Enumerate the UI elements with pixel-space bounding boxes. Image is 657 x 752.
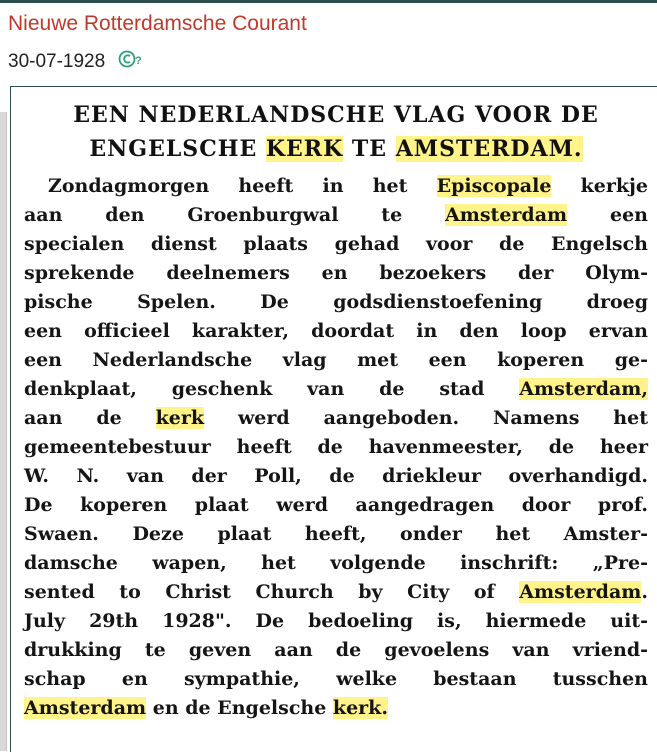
article-line bbox=[24, 636, 648, 665]
article-line bbox=[24, 578, 648, 607]
article-text-segment: W. N. van der Poll, de driekleur overhandigd. bbox=[24, 465, 648, 487]
date-line bbox=[8, 47, 142, 73]
svg-text:?: ? bbox=[135, 55, 143, 67]
clipping-fade bbox=[18, 741, 654, 751]
search-highlight: Amsterdam, bbox=[519, 378, 648, 400]
article-body bbox=[24, 172, 648, 723]
article-line bbox=[24, 549, 648, 578]
article-text-segment: damsche wapen, het volgende inschrift: „Pre- bbox=[24, 552, 648, 574]
article-line bbox=[24, 520, 648, 549]
article-line bbox=[24, 259, 648, 288]
article-text-segment: aan de bbox=[24, 407, 156, 429]
article-text-segment: July 29th 1928". De bedoeling is, hiermede uit- bbox=[24, 610, 648, 632]
article-text-segment: een Nederlandsche vlag met een koperen ge- bbox=[24, 349, 648, 371]
article-text-segment: specialen dienst plaats gehad voor de Engelsch bbox=[24, 233, 648, 255]
article-line bbox=[24, 201, 648, 230]
search-highlight: Episcopale bbox=[436, 175, 552, 197]
publication-date: 30-07-1928 bbox=[8, 51, 106, 72]
top-accent-bar bbox=[0, 0, 657, 3]
search-highlight: Amsterdam bbox=[24, 697, 147, 719]
article-text-segment: werd aangeboden. Namens het bbox=[204, 407, 648, 429]
article-clipping bbox=[18, 96, 654, 751]
article-text-segment: gemeentebestuur heeft de havenmeester, de heer bbox=[24, 436, 648, 458]
search-highlight: AMSTERDAM. bbox=[395, 136, 583, 162]
article-text-segment: aan den Groenburgwal te bbox=[24, 204, 446, 226]
headline-line-2: ENGELSCHE KERK TE AMSTERDAM. bbox=[89, 136, 583, 162]
article-text-segment: kerkje bbox=[551, 175, 648, 197]
search-highlight: kerk. bbox=[332, 697, 388, 719]
article-line bbox=[24, 462, 648, 491]
article-line bbox=[24, 694, 648, 723]
search-highlight: kerk bbox=[155, 407, 205, 429]
newspaper-title[interactable]: Nieuwe Rotterdamsche Courant bbox=[8, 12, 307, 35]
article-line bbox=[24, 404, 648, 433]
article-line bbox=[24, 665, 648, 694]
search-highlight: KERK bbox=[265, 136, 344, 162]
headline-line-1: EEN NEDERLANDSCHE VLAG VOOR DE bbox=[73, 102, 599, 128]
article-line bbox=[24, 491, 648, 520]
article-text-segment: pische Spelen. De godsdienstoefening droeg bbox=[24, 291, 648, 313]
article-line bbox=[24, 375, 648, 404]
scrollbar[interactable] bbox=[0, 112, 7, 751]
article-line bbox=[24, 607, 648, 636]
article-line bbox=[24, 317, 648, 346]
article-text-segment: een officieel karakter, doordat in den loop ervan bbox=[24, 320, 648, 342]
article-line bbox=[24, 230, 648, 259]
copyright-question-icon[interactable] bbox=[118, 49, 142, 69]
article-text-segment: drukking te geven aan de gevoelens van vriend- bbox=[24, 639, 648, 661]
search-highlight: Amsterdam bbox=[445, 204, 568, 226]
article-headline bbox=[24, 98, 648, 166]
article-text-segment: schap en sympathie, welke bestaan tusschen bbox=[24, 668, 648, 690]
article-text-segment: . bbox=[641, 581, 648, 603]
article-text-segment: een bbox=[567, 204, 648, 226]
article-text-segment: sented to Christ Church by City of bbox=[24, 581, 520, 603]
article-line bbox=[24, 172, 648, 201]
article-text-segment: Zondagmorgen heeft in het bbox=[48, 175, 437, 197]
article-text-segment: De koperen plaat werd aangedragen door prof. bbox=[24, 494, 648, 516]
article-text-segment: denkplaat, geschenk van de stad bbox=[24, 378, 520, 400]
article-line bbox=[24, 346, 648, 375]
article-text-segment: sprekende deelnemers en bezoekers der Olym- bbox=[24, 262, 648, 284]
article-line bbox=[24, 288, 648, 317]
search-highlight: Amsterdam bbox=[519, 581, 642, 603]
article-line bbox=[24, 433, 648, 462]
article-text-segment: en de Engelsche bbox=[146, 697, 333, 719]
article-text-segment: Swaen. Deze plaat heeft, onder het Amster- bbox=[24, 523, 648, 545]
